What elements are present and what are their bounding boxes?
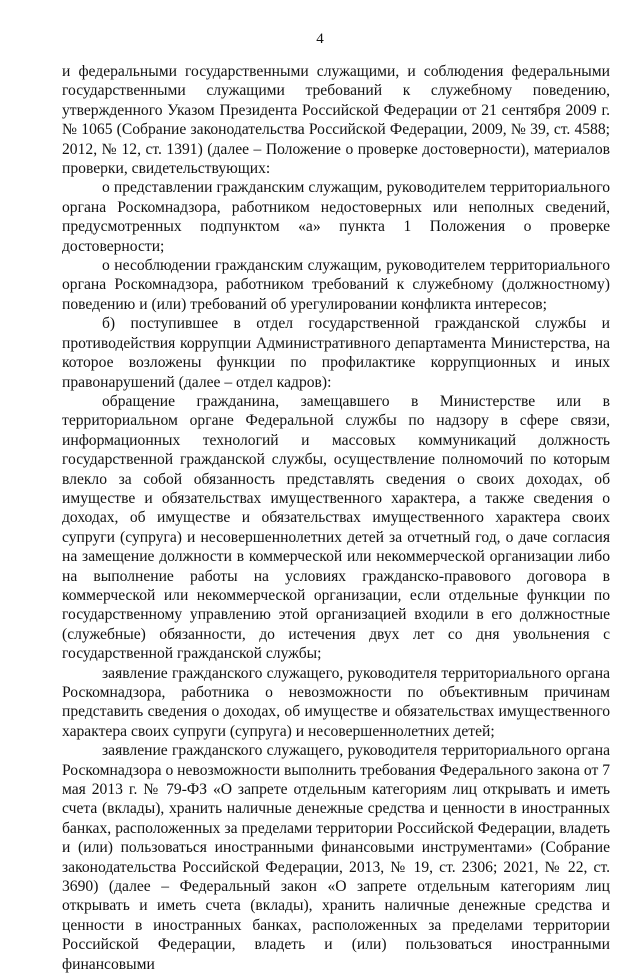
paragraph-conduct-violation: о несоблюдении гражданским служащим, руководителем территориального органа Роскомнадзора, работником требований к служебному (должностному) поведению и (или) требований об урегулировании конфликта интересов;	[62, 257, 610, 313]
paragraph-income-statement: заявление гражданского служащего, руководителя территориального органа Роскомнадзора, работника о невозможности по объективным причинам представить сведения о доходах, об имуществе и обязательствах имущественного характера своих супруги (супруга) и несовершеннолетних детей;	[62, 664, 610, 740]
paragraph-false-information: о представлении гражданским служащим, руководителем территориального органа Роскомнадзора, работником недостоверных или неполных сведений, предусмотренных подпунктом «а» пункта 1 Положения о проверке достоверности;	[62, 179, 610, 255]
paragraph-continuation: и федеральными государственными служащими, и соблюдения федеральными государственными служащими требований к служебному поведению, утвержденного Указом Президента Российской Федерации от 21 сентября 2009 г. № 1065 (Собрание законодательства Российской Федерации, 2009, № 39, ст. 4588; 2012, № 12, ст. 1391) (далее – Положение о проверке достоверности), материалов проверки, свидетельствующих:	[62, 63, 610, 178]
page-number: 4	[316, 31, 324, 47]
paragraph-citizen-appeal: обращение гражданина, замещавшего в Министерстве или в территориальном органе Федеральной службы по надзору в сфере связи, информационных технологий и массовых коммуникаций должность государственной гражданской службы, осуществление полномочий по которым влекло за собой обязанность представлять сведения о своих доходах, об имуществе и обязательствах имущественного характера, а также сведения о доходах, об имуществе и обязательствах имущественного характера своих супруги (супруга) и несовершеннолетних детей за отчетный год, о даче согласия на замещение должности в коммерческой или некоммерческой организации либо на выполнение работы на условиях гражданско-правового договора в коммерческой или некоммерческой организации, если отдельные функции по государственному управлению этой организацией входили в его должностные (служебные) обязанности, до истечения двух лет со дня увольнения с государственной гражданской службы;	[62, 392, 610, 663]
paragraph-item-b: б) поступившее в отдел государственной гражданской службы и противодействия коррупции Административного департамента Министерства, на которое возложены функции по профилактике коррупционных и иных правонарушений (далее – отдел кадров):	[62, 315, 610, 391]
paragraph-foreign-accounts: заявление гражданского служащего, руководителя территориального органа Роскомнадзора о невозможности выполнить требования Федерального закона от 7 мая 2013 г. № 79-ФЗ «О запрете отдельным категориям лиц открывать и иметь счета (вклады), хранить наличные денежные средства и ценности в иностранных банках, расположенных за пределами территории Российской Федерации, владеть и (или) пользоваться иностранными финансовыми инструментами» (Собрание законодательства Российской Федерации, 2013, № 19, ст. 2306; 2021, № 22, ст. 3690) (далее – Федеральный закон «О запрете отдельным категориям лиц открывать и иметь счета (вклады), хранить наличные денежные средства и ценности в иностранных банках, расположенных за пределами территории Российской Федерации, владеть и (или) пользоваться иностранными финансовыми	[62, 742, 610, 973]
body-text	[62, 62, 610, 974]
